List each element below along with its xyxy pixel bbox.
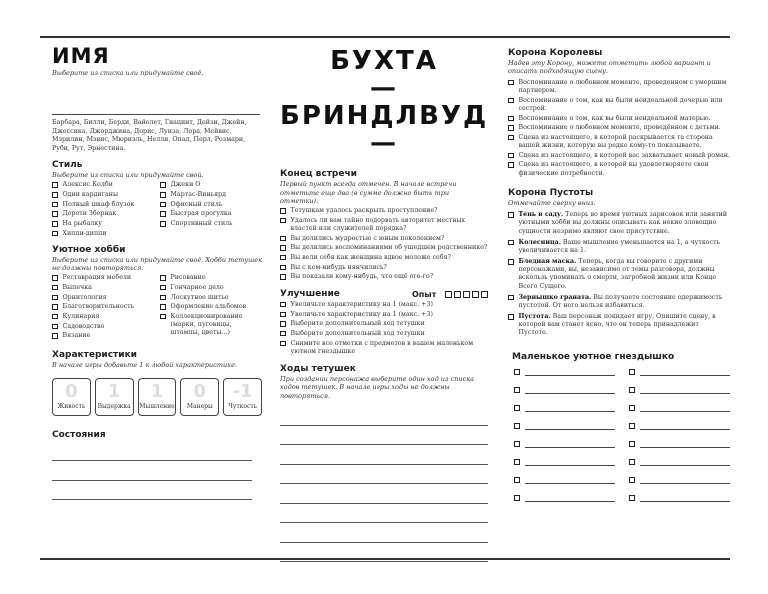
- style-option-label: Джеки О: [170, 181, 201, 189]
- conditions-heading: Состояния: [52, 429, 106, 440]
- checkbox[interactable]: [629, 387, 635, 393]
- crown-option: [508, 79, 730, 95]
- checkbox[interactable]: [280, 265, 286, 271]
- style-option-label: Полный шкаф блузок: [62, 200, 135, 208]
- hobby-option: [52, 294, 154, 302]
- checkbox[interactable]: [280, 302, 286, 308]
- end-session-question-label: Удалось ли вам тайно подорвать авторитет местных властей или служителей порядка?: [290, 216, 466, 232]
- checkbox[interactable]: [514, 495, 520, 501]
- crown-option: [508, 115, 730, 123]
- hobby-option: [52, 323, 154, 331]
- checkbox[interactable]: [160, 192, 166, 198]
- stat-value: 1: [150, 380, 164, 402]
- style-option: [160, 220, 262, 228]
- xp-track: [412, 290, 488, 299]
- nest-grid: [508, 368, 730, 502]
- style-option-label: Офисный стиль: [170, 200, 223, 208]
- end-session-question-label: Тетушкам удалось раскрыть преступление?: [290, 207, 438, 214]
- void-option-label: Теперь, когда вы говорите с другими персонажами, вы, независимо от темы разговора, должны вскользь упоминать о смерти, загробной жизни или Конце Всего Сущего.: [518, 258, 717, 290]
- hobby-option-label: Коллекционирование (марки, пуговицы, штампы, цветы...): [170, 312, 243, 337]
- nest-item-line[interactable]: [640, 494, 731, 502]
- checkbox[interactable]: [160, 314, 166, 320]
- end-session-heading: Конец встречи: [280, 169, 357, 180]
- improvement-option: [280, 330, 488, 338]
- void-option-title: Колесница.: [518, 238, 561, 246]
- crown-option-label: Сцена из настоящего, в которой вы удовлетворяете свои физические потребности.: [518, 161, 709, 177]
- style-hint: Выберите из списка или придумайте свой.: [52, 171, 204, 180]
- style-option: [52, 191, 154, 199]
- checkbox[interactable]: [629, 495, 635, 501]
- nest-item-line[interactable]: [525, 476, 616, 484]
- end-session-question-label: Вы показали кому-нибудь, что ещё ого-го?: [290, 273, 434, 281]
- checkbox[interactable]: [514, 369, 520, 375]
- improvement-option: [280, 320, 488, 328]
- hobby-option-label: Лоскутное шитье: [170, 293, 229, 301]
- hobby-options: [52, 273, 262, 341]
- column-right: [508, 44, 730, 502]
- void-option: [508, 211, 730, 236]
- nest-heading: Маленькое уютное гнездышко: [512, 351, 675, 362]
- end-session-question-label: Вы делились воспоминаниями об ушедшем родственнике?: [290, 244, 488, 252]
- xp-box[interactable]: [472, 291, 479, 298]
- void-option: [508, 313, 730, 338]
- stats-heading: Характеристики: [52, 350, 137, 361]
- nest-item[interactable]: [514, 404, 615, 412]
- stat-box[interactable]: [52, 378, 91, 416]
- nest-item[interactable]: [629, 404, 730, 412]
- checkbox[interactable]: [629, 405, 635, 411]
- improvement-option: [280, 340, 488, 356]
- name-hint: Выберите из списка или придумайте своё.: [52, 69, 204, 77]
- name-heading: ИМЯ: [52, 44, 110, 68]
- checkbox[interactable]: [514, 459, 520, 465]
- crown-option: [508, 161, 730, 177]
- checkbox[interactable]: [280, 321, 286, 327]
- end-session-list: [280, 207, 488, 281]
- nest-item[interactable]: [629, 422, 730, 430]
- nest-item-line[interactable]: [525, 458, 616, 466]
- end-session-question: [280, 273, 488, 281]
- hobby-option: [160, 313, 262, 338]
- checkbox[interactable]: [52, 202, 58, 208]
- checkbox[interactable]: [52, 211, 58, 217]
- checkbox[interactable]: [160, 211, 166, 217]
- checkbox[interactable]: [280, 208, 286, 214]
- crown-list: [508, 79, 730, 178]
- checkbox[interactable]: [629, 441, 635, 447]
- style-option: [160, 181, 262, 189]
- crown-option: [508, 97, 730, 113]
- checkbox[interactable]: [508, 98, 514, 104]
- nest-item[interactable]: [629, 494, 730, 502]
- hobby-option: [52, 303, 154, 311]
- end-session-question: [280, 235, 488, 243]
- checkbox[interactable]: [52, 221, 58, 227]
- checkbox[interactable]: [160, 182, 166, 188]
- checkbox[interactable]: [160, 304, 166, 310]
- void-list: [508, 211, 730, 337]
- moves-lines[interactable]: [280, 406, 488, 562]
- style-option-label: Алексис Колби: [62, 181, 113, 189]
- stat-label: Мышление: [139, 402, 175, 410]
- stat-label: Живость: [57, 402, 86, 410]
- void-option: [508, 294, 730, 310]
- crown-option-label: Воспоминание о любовном моменте, проведённом с детьми.: [518, 124, 721, 132]
- style-option-label: Мартас-Виньярд: [170, 191, 226, 199]
- end-session-hint: Первый пункт всегда отмечен. В начале встречи отметьте еще два (в сумме должно быть три отметки).: [280, 180, 457, 206]
- checkbox[interactable]: [52, 285, 58, 291]
- checkbox[interactable]: [280, 236, 286, 242]
- nest-item[interactable]: [514, 368, 615, 376]
- checkbox[interactable]: [629, 369, 635, 375]
- nest-item-line[interactable]: [525, 422, 616, 430]
- crown-hint: Надев эту Корону, можете отметить любой вариант и описать подходящую сцену.: [508, 59, 711, 76]
- nest-item[interactable]: [629, 476, 730, 484]
- top-rule: [40, 36, 730, 38]
- void-option-label: Теперь во время уютных зарисовок или занятий уютными хобби вы должны описывать как некие зловещие сущности незримо являют свое присутствие.: [518, 211, 728, 235]
- style-option-label: На рыбалку: [62, 220, 102, 228]
- stat-label: Манеры: [186, 402, 213, 410]
- game-title: [280, 48, 488, 157]
- void-option: [508, 258, 730, 291]
- nest-item-line[interactable]: [640, 476, 731, 484]
- hobby-option: [52, 332, 154, 340]
- hobby-option-label: Вязание: [62, 332, 91, 340]
- checkbox[interactable]: [160, 221, 166, 227]
- checkbox[interactable]: [280, 312, 286, 318]
- xp-box[interactable]: [445, 291, 452, 298]
- void-option-label: Ваш персонаж покидает игру. Опишите сцену, в которой вам станет ясно, что он теперь принадлежит Пустоте.: [518, 313, 716, 337]
- nest-item-line[interactable]: [640, 422, 731, 430]
- style-option-label: Хиппи-диппи: [62, 229, 107, 237]
- checkbox[interactable]: [629, 477, 635, 483]
- improvement-option: [280, 301, 488, 309]
- checkbox[interactable]: [280, 255, 286, 261]
- hobby-option-label: Реставрация мебели: [62, 274, 132, 282]
- stat-value: 0: [65, 380, 78, 402]
- moves-hint: При создании персонажа выберите один ход из списка ходов тетушек. В начале игры ходы не должны повторяться.: [280, 374, 474, 400]
- hobby-option-label: Гончарное дело: [170, 283, 224, 291]
- nest-item[interactable]: [514, 440, 615, 448]
- style-option: [160, 191, 262, 199]
- checkbox[interactable]: [508, 135, 514, 141]
- nest-item-line[interactable]: [640, 440, 731, 448]
- checkbox[interactable]: [52, 275, 58, 281]
- nest-item-line[interactable]: [640, 404, 731, 412]
- end-session-question-label: Вы с кем-нибудь нянчились?: [290, 263, 387, 271]
- checkbox[interactable]: [52, 295, 58, 301]
- end-session-question: [280, 254, 488, 262]
- crown-option-label: Сцена из настоящего, в которой раскрывается та сторона вашей жизни, которую вы редко кому-то показываете.: [518, 133, 713, 150]
- style-options: [52, 180, 262, 238]
- name-field[interactable]: [52, 77, 260, 115]
- nest-item[interactable]: [629, 368, 730, 376]
- end-session-question: [280, 207, 488, 215]
- nest-item-line[interactable]: [640, 386, 731, 394]
- improvement-option: [280, 311, 488, 319]
- nest-item[interactable]: [514, 458, 615, 466]
- checkbox[interactable]: [508, 153, 514, 159]
- checkbox[interactable]: [280, 341, 286, 347]
- checkbox[interactable]: [508, 314, 514, 320]
- checkbox[interactable]: [52, 333, 58, 339]
- checkbox[interactable]: [280, 274, 286, 280]
- nest-item-line[interactable]: [525, 368, 616, 376]
- stat-box[interactable]: [180, 378, 219, 416]
- nest-item[interactable]: [514, 422, 615, 430]
- crown-heading: Корона Королевы: [508, 48, 603, 58]
- title-line1: БУХТА: [330, 46, 438, 76]
- crown-option-label: Воспоминание о том, как вы были неидеальной матерью.: [518, 114, 711, 122]
- nest-item[interactable]: [514, 476, 615, 484]
- style-option-label: Дороти Зборнак: [62, 210, 117, 218]
- hobby-option: [52, 313, 154, 321]
- hobby-option: [160, 274, 262, 282]
- checkbox[interactable]: [508, 116, 514, 122]
- column-middle: [280, 44, 488, 562]
- stats-hint: В начале игры добавьте 1 к любой характеристике.: [52, 361, 237, 370]
- hobby-option-label: Кулинария: [62, 312, 100, 320]
- improvement-option-label: Снимите все отметки с предметов в вашем маленьком уютном гнездышке: [290, 339, 474, 355]
- checkbox[interactable]: [52, 192, 58, 198]
- checkbox[interactable]: [508, 295, 514, 301]
- nest-item[interactable]: [629, 440, 730, 448]
- end-session-question: [280, 264, 488, 272]
- hobbies-heading: Уютное хобби: [52, 244, 126, 255]
- nest-item-line[interactable]: [640, 368, 731, 376]
- void-option: [508, 239, 730, 255]
- hobby-option: [52, 284, 154, 292]
- void-hint: Отмечайте сверху вниз.: [508, 198, 596, 207]
- void-option-title: Зернышко граната.: [518, 293, 592, 301]
- void-option-label: Вы получаете состояние одержимость пустотой. От него нельзя избавиться.: [518, 293, 723, 309]
- checkbox[interactable]: [160, 202, 166, 208]
- hobby-option-label: Садоводство: [62, 322, 105, 330]
- style-option: [160, 210, 262, 218]
- crown-option: [508, 152, 730, 160]
- checkbox[interactable]: [280, 218, 286, 224]
- improvement-option-label: Выберите дополнительный ход тетушки: [290, 320, 425, 328]
- checkbox[interactable]: [52, 182, 58, 188]
- crown-option-label: Сцена из настоящего, в которой вас захватывает новый роман.: [518, 151, 730, 159]
- checkbox[interactable]: [160, 275, 166, 281]
- checkbox[interactable]: [514, 477, 520, 483]
- checkbox[interactable]: [514, 423, 520, 429]
- hobby-option: [160, 303, 262, 311]
- stats-row: [52, 378, 262, 416]
- checkbox[interactable]: [508, 80, 514, 86]
- checkbox[interactable]: [52, 231, 58, 237]
- style-option: [52, 210, 154, 218]
- xp-label: Опыт: [412, 289, 437, 299]
- style-option-label: Одни кардиганы: [62, 191, 118, 199]
- hobby-option: [160, 284, 262, 292]
- nest-item-line[interactable]: [525, 404, 616, 412]
- end-session-question-label: Вы делились мудростью с юным поколением?: [290, 234, 445, 242]
- nest-item[interactable]: [629, 458, 730, 466]
- improvement-list: [280, 301, 488, 356]
- style-heading: Стиль: [52, 160, 83, 171]
- checkbox[interactable]: [52, 304, 58, 310]
- xp-box[interactable]: [454, 291, 461, 298]
- checkbox[interactable]: [160, 295, 166, 301]
- conditions-lines[interactable]: [52, 442, 252, 501]
- void-option-title: Пустота.: [518, 313, 551, 321]
- hobby-option-label: Орнитология: [62, 293, 107, 301]
- name-options: Барбара, Билли, Берди, Вайолет, Гиацинт, Дейзи, Джейн, Джессика, Джорджина, Дорис, Луиза, Лора, Мейвис, Мэрилин, Мэвис, Мюриэль, Нелли, Опал, Перл, Розмари, Руби, Рут, Эрнестина.: [52, 119, 247, 152]
- moves-heading: Ходы тетушек: [280, 363, 356, 374]
- nest-item[interactable]: [629, 386, 730, 394]
- improvement-option-label: Увеличьте характеристику на 1 (макс. +3): [290, 300, 433, 308]
- end-session-question: [280, 217, 488, 233]
- stat-value: 0: [193, 380, 207, 402]
- xp-box[interactable]: [463, 291, 470, 298]
- stat-value: -1: [232, 380, 253, 402]
- end-session-question-label: Вы вели себя как женщина вдвое моложе себя?: [290, 253, 451, 261]
- hobby-option-label: Выпечка: [62, 283, 92, 291]
- checkbox[interactable]: [160, 285, 166, 291]
- title-line2: —БРИНДЛВУД—: [280, 73, 489, 158]
- checkbox[interactable]: [508, 125, 514, 131]
- nest-item-line[interactable]: [640, 458, 731, 466]
- improvement-header: [280, 289, 488, 299]
- stat-label: Чуткость: [228, 402, 257, 410]
- checkbox[interactable]: [508, 259, 514, 265]
- crown-option-label: Воспоминание о любовном моменте, проведенном с умершим партнером.: [518, 78, 727, 95]
- hobby-option-label: Оформление альбомов: [170, 303, 247, 311]
- checkbox[interactable]: [280, 245, 286, 251]
- crown-option: [508, 124, 730, 132]
- checkbox[interactable]: [508, 240, 514, 246]
- style-option: [52, 220, 154, 228]
- crown-option-label: Воспоминание о том, как вы были неидеальной дочерью или сестрой.: [518, 96, 723, 112]
- checkbox[interactable]: [280, 331, 286, 337]
- nest-item[interactable]: [514, 386, 615, 394]
- hobbies-hint: Выберите из списка или придумайте своё. Хобби тетушек не должны повторяться.: [52, 255, 262, 273]
- style-option: [52, 201, 154, 209]
- style-option: [52, 230, 154, 238]
- hobby-option-label: Благотворительность: [62, 303, 135, 311]
- crown-option: [508, 134, 730, 150]
- style-option: [160, 201, 262, 209]
- checkbox[interactable]: [514, 405, 520, 411]
- checkbox[interactable]: [52, 314, 58, 320]
- style-option: [52, 181, 154, 189]
- xp-box[interactable]: [481, 291, 488, 298]
- improvement-option-label: Выберите дополнительный ход тетушки: [290, 329, 425, 337]
- improvement-heading: Улучшение: [280, 289, 340, 300]
- stat-label: Выдержка: [97, 402, 131, 410]
- stat-box[interactable]: [138, 378, 177, 416]
- checkbox[interactable]: [508, 212, 514, 218]
- stat-value: 1: [107, 380, 121, 402]
- stat-box[interactable]: [223, 378, 262, 416]
- style-option-label: Быстрая прогулка: [170, 210, 232, 218]
- hobby-option: [52, 274, 154, 282]
- stat-box[interactable]: [95, 378, 134, 416]
- void-option-label: Ваше мышление уменьшается на 1, а чуткость увеличивается на 1.: [518, 238, 721, 254]
- nest-item-line[interactable]: [525, 386, 616, 394]
- checkbox[interactable]: [514, 387, 520, 393]
- end-session-question: [280, 244, 488, 252]
- nest-item-line[interactable]: [525, 494, 616, 502]
- void-heading: Корона Пустоты: [508, 187, 594, 198]
- void-option-title: Тень в саду.: [518, 211, 564, 219]
- style-option-label: Спортивный стиль: [170, 220, 233, 228]
- checkbox[interactable]: [629, 459, 635, 465]
- void-option-title: Бледная маска.: [518, 258, 577, 266]
- checkbox[interactable]: [514, 441, 520, 447]
- column-left: [52, 44, 262, 500]
- checkbox[interactable]: [52, 324, 58, 330]
- hobby-option-label: Рисование: [170, 274, 206, 282]
- checkbox[interactable]: [629, 423, 635, 429]
- nest-item[interactable]: [514, 494, 615, 502]
- hobby-option: [160, 294, 262, 302]
- checkbox[interactable]: [508, 162, 514, 168]
- improvement-option-label: Увеличьте характеристику на 1 (макс. +3): [290, 310, 433, 318]
- nest-item-line[interactable]: [525, 440, 616, 448]
